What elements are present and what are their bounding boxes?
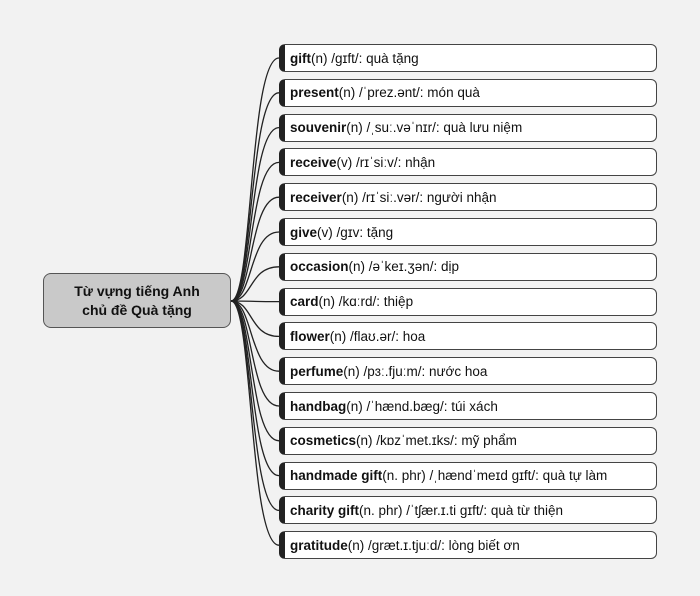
vocab-definition: (n) /pɜː.fjuːm/: nước hoa bbox=[343, 363, 488, 379]
vocab-definition: (n) /ˈprez.ənt/: món quà bbox=[338, 85, 480, 101]
connector-line bbox=[231, 301, 279, 545]
vocab-definition: (n) /əˈkeɪ.ʒən/: dịp bbox=[348, 259, 459, 275]
vocab-word: perfume bbox=[290, 363, 344, 379]
vocab-definition: (n) /ɡɪft/: quà tặng bbox=[311, 50, 419, 66]
vocab-entry bbox=[279, 496, 657, 524]
vocab-definition: (n) /kɑːrd/: thiệp bbox=[318, 294, 414, 310]
vocab-entry bbox=[279, 44, 657, 72]
vocab-entry bbox=[279, 322, 657, 350]
vocab-definition: (n) /rɪˈsiː.vər/: người nhận bbox=[341, 189, 497, 205]
vocab-word: gratitude bbox=[290, 537, 348, 553]
vocab-definition: (n) /kɒzˈmet.ɪks/: mỹ phẩm bbox=[356, 433, 517, 449]
vocab-word: gift bbox=[290, 50, 311, 66]
vocab-word: handbag bbox=[290, 398, 347, 414]
vocab-entry bbox=[279, 183, 657, 211]
vocab-definition: (n) /ˌsuː.vəˈnɪr/: quà lưu niệm bbox=[346, 120, 523, 136]
vocab-word: souvenir bbox=[290, 120, 347, 136]
vocab-word: charity gift bbox=[290, 502, 360, 518]
vocab-entry bbox=[279, 218, 657, 246]
connector-line bbox=[231, 58, 279, 301]
vocab-word: occasion bbox=[290, 259, 349, 275]
vocab-entry bbox=[279, 357, 657, 385]
vocab-word: receiver bbox=[290, 189, 342, 205]
vocab-entry bbox=[279, 253, 657, 281]
vocab-entry bbox=[279, 427, 657, 455]
vocab-entry bbox=[279, 531, 657, 559]
vocab-word: give bbox=[290, 224, 318, 240]
vocab-definition: (v) /rɪˈsiːv/: nhận bbox=[336, 154, 436, 170]
vocab-word: cosmetics bbox=[290, 433, 357, 449]
vocab-word: handmade gift bbox=[290, 468, 383, 484]
vocab-definition: (n) /flaʊ.ər/: hoa bbox=[329, 328, 426, 344]
vocab-definition: (n. phr) /ˌhændˈmeɪd ɡɪft/: quà tự làm bbox=[382, 468, 608, 484]
vocab-entry bbox=[279, 462, 657, 490]
vocab-word: card bbox=[290, 294, 319, 310]
vocab-word: flower bbox=[290, 328, 330, 344]
vocab-entry bbox=[279, 114, 657, 142]
vocab-entry bbox=[279, 288, 657, 316]
connector-line bbox=[231, 301, 279, 441]
vocab-definition: (n) /ˈhænd.bæɡ/: túi xách bbox=[346, 398, 498, 414]
vocab-entry bbox=[279, 392, 657, 420]
connector-line bbox=[231, 301, 279, 302]
vocab-word: receive bbox=[290, 154, 337, 170]
vocab-definition: (n) /ɡræt.ɪ.tjuːd/: lòng biết ơn bbox=[347, 537, 520, 553]
vocab-entry bbox=[279, 148, 657, 176]
vocab-definition: (n. phr) /ˈtʃær.ɪ.ti ɡɪft/: quà từ thiện bbox=[359, 502, 563, 518]
vocab-entry bbox=[279, 79, 657, 107]
root-topic-node: Từ vựng tiếng Anh chủ đề Quà tặng bbox=[43, 273, 231, 328]
vocab-definition: (v) /ɡɪv: tặng bbox=[317, 224, 394, 240]
vocab-word: present bbox=[290, 85, 339, 101]
